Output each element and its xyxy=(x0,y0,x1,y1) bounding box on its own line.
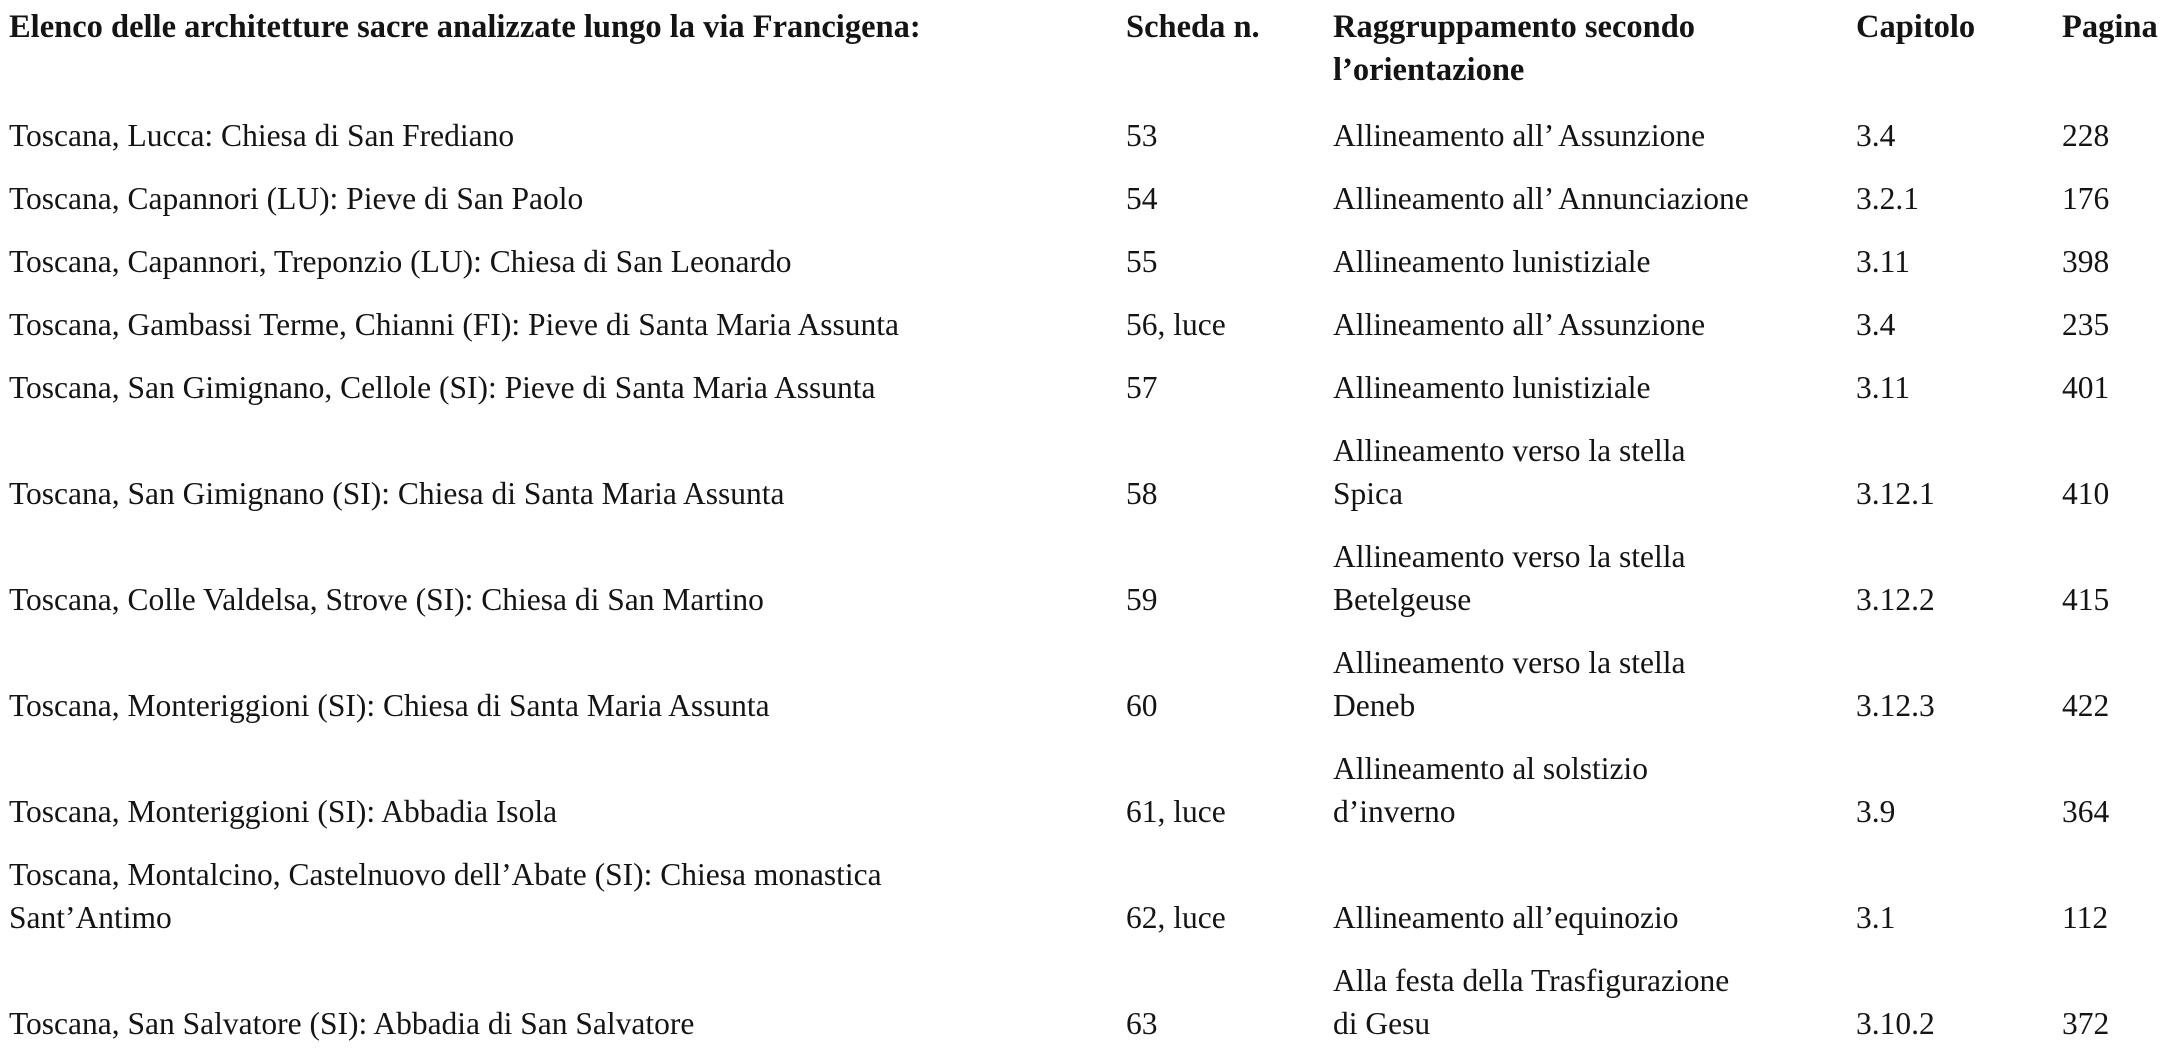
cell-scheda: 62, luce xyxy=(1126,900,1226,935)
header-pagina: Pagina xyxy=(2062,9,2158,45)
table-row xyxy=(9,356,2181,419)
cell-orientation-line: d’inverno xyxy=(1333,794,1456,829)
table-row xyxy=(9,293,2181,356)
table-row xyxy=(9,419,2181,525)
cell-orientation-line: Betelgeuse xyxy=(1333,582,1472,617)
cell-capitolo: 3.12.1 xyxy=(1856,476,1935,511)
cell-orientation-line: Deneb xyxy=(1333,688,1416,723)
cell-site-line: Toscana, Lucca: Chiesa di San Frediano xyxy=(9,118,515,153)
cell-pagina: 372 xyxy=(2062,1006,2110,1041)
cell-capitolo: 3.2.1 xyxy=(1856,181,1919,216)
cell-pagina: 398 xyxy=(2062,244,2110,279)
header-orientation-line-2: l’orientazione xyxy=(1333,52,1525,88)
cell-pagina: 401 xyxy=(2062,370,2110,405)
cell-pagina: 228 xyxy=(2062,118,2110,153)
cell-site xyxy=(9,419,1126,525)
cell-site xyxy=(9,92,1126,167)
cell-site-line: Toscana, San Gimignano (SI): Chiesa di Santa Maria Assunta xyxy=(9,476,785,511)
cell-capitolo: 3.12.3 xyxy=(1856,688,1935,723)
table-row xyxy=(9,230,2181,293)
cell-site xyxy=(9,949,1126,1055)
cell-site xyxy=(9,167,1126,230)
cell-orientation xyxy=(1333,949,1856,1055)
cell-orientation-line: Allineamento lunistiziale xyxy=(1333,370,1651,405)
header-site: Elenco delle architetture sacre analizzate lungo la via Francigena: xyxy=(9,9,921,45)
cell-site-line: Toscana, Monteriggioni (SI): Chiesa di Santa Maria Assunta xyxy=(9,688,770,723)
cell-site-line: Toscana, Capannori (LU): Pieve di San Paolo xyxy=(9,181,584,216)
cell-site xyxy=(9,737,1126,843)
cell-capitolo: 3.11 xyxy=(1856,370,1910,405)
cell-scheda: 63 xyxy=(1126,1006,1158,1041)
cell-orientation-line: Allineamento lunistiziale xyxy=(1333,244,1651,279)
cell-orientation-line: Allineamento verso la stella xyxy=(1333,433,1686,468)
cell-scheda: 56, luce xyxy=(1126,307,1226,342)
cell-orientation xyxy=(1333,525,1856,631)
table-row xyxy=(9,525,2181,631)
cell-scheda: 59 xyxy=(1126,582,1158,617)
cell-site xyxy=(9,843,1126,949)
cell-pagina: 364 xyxy=(2062,794,2110,829)
table-header xyxy=(9,6,2181,92)
cell-orientation xyxy=(1333,167,1856,230)
cell-orientation xyxy=(1333,92,1856,167)
cell-scheda: 60 xyxy=(1126,688,1158,723)
cell-site-line: Toscana, Montalcino, Castelnuovo dell’Abate (SI): Chiesa monastica xyxy=(9,857,882,892)
cell-site xyxy=(9,293,1126,356)
cell-capitolo: 3.4 xyxy=(1856,307,1896,342)
cell-orientation-line: Spica xyxy=(1333,476,1403,511)
cell-orientation-line: Allineamento all’ Annunciazione xyxy=(1333,181,1749,216)
cell-orientation-line: Allineamento verso la stella xyxy=(1333,645,1686,680)
cell-orientation-line: Allineamento verso la stella xyxy=(1333,539,1686,574)
cell-pagina: 235 xyxy=(2062,307,2110,342)
cell-site xyxy=(9,525,1126,631)
cell-capitolo: 3.1 xyxy=(1856,900,1896,935)
cell-orientation xyxy=(1333,843,1856,949)
cell-pagina: 176 xyxy=(2062,181,2110,216)
cell-pagina: 410 xyxy=(2062,476,2110,511)
cell-site xyxy=(9,230,1126,293)
cell-orientation xyxy=(1333,737,1856,843)
francigena-architecture-table xyxy=(9,6,2181,1055)
cell-capitolo: 3.4 xyxy=(1856,118,1896,153)
cell-scheda: 58 xyxy=(1126,476,1158,511)
cell-orientation-line: Allineamento all’ Assunzione xyxy=(1333,307,1706,342)
cell-site-line: Toscana, Monteriggioni (SI): Abbadia Isola xyxy=(9,794,558,829)
cell-orientation xyxy=(1333,419,1856,525)
cell-pagina: 415 xyxy=(2062,582,2110,617)
table-row xyxy=(9,92,2181,167)
cell-site-line: Toscana, Capannori, Treponzio (LU): Chiesa di San Leonardo xyxy=(9,244,792,279)
cell-capitolo: 3.10.2 xyxy=(1856,1006,1935,1041)
cell-orientation-line: Allineamento all’ Assunzione xyxy=(1333,118,1706,153)
cell-orientation xyxy=(1333,293,1856,356)
table-row xyxy=(9,737,2181,843)
header-scheda: Scheda n. xyxy=(1126,9,1260,45)
header-row xyxy=(9,6,2181,92)
cell-orientation-line: Allineamento all’equinozio xyxy=(1333,900,1679,935)
cell-site-line: Toscana, San Gimignano, Cellole (SI): Pieve di Santa Maria Assunta xyxy=(9,370,876,405)
table-row xyxy=(9,167,2181,230)
cell-scheda: 53 xyxy=(1126,118,1158,153)
cell-orientation xyxy=(1333,631,1856,737)
cell-site-line: Sant’Antimo xyxy=(9,900,172,935)
table-body xyxy=(9,92,2181,1055)
cell-site-line: Toscana, San Salvatore (SI): Abbadia di San Salvatore xyxy=(9,1006,695,1041)
cell-orientation xyxy=(1333,230,1856,293)
cell-orientation-line: di Gesu xyxy=(1333,1006,1431,1041)
cell-scheda: 55 xyxy=(1126,244,1158,279)
cell-capitolo: 3.11 xyxy=(1856,244,1910,279)
table-row xyxy=(9,631,2181,737)
header-orientation-line-1: Raggruppamento secondo xyxy=(1333,9,1696,45)
cell-site-line: Toscana, Gambassi Terme, Chianni (FI): Pieve di Santa Maria Assunta xyxy=(9,307,899,342)
cell-site xyxy=(9,631,1126,737)
cell-scheda: 54 xyxy=(1126,181,1158,216)
cell-pagina: 112 xyxy=(2062,900,2109,935)
cell-pagina: 422 xyxy=(2062,688,2110,723)
table-row xyxy=(9,949,2181,1055)
cell-site-line: Toscana, Colle Valdelsa, Strove (SI): Chiesa di San Martino xyxy=(9,582,764,617)
cell-orientation-line: Alla festa della Trasfigurazione xyxy=(1333,963,1730,998)
table-row xyxy=(9,843,2181,949)
cell-capitolo: 3.9 xyxy=(1856,794,1896,829)
cell-scheda: 61, luce xyxy=(1126,794,1226,829)
cell-orientation xyxy=(1333,356,1856,419)
cell-orientation-line: Allineamento al solstizio xyxy=(1333,751,1648,786)
cell-scheda: 57 xyxy=(1126,370,1158,405)
header-capitolo: Capitolo xyxy=(1856,9,1976,45)
cell-site xyxy=(9,356,1126,419)
header-orientation xyxy=(1333,6,1856,92)
cell-capitolo: 3.12.2 xyxy=(1856,582,1935,617)
